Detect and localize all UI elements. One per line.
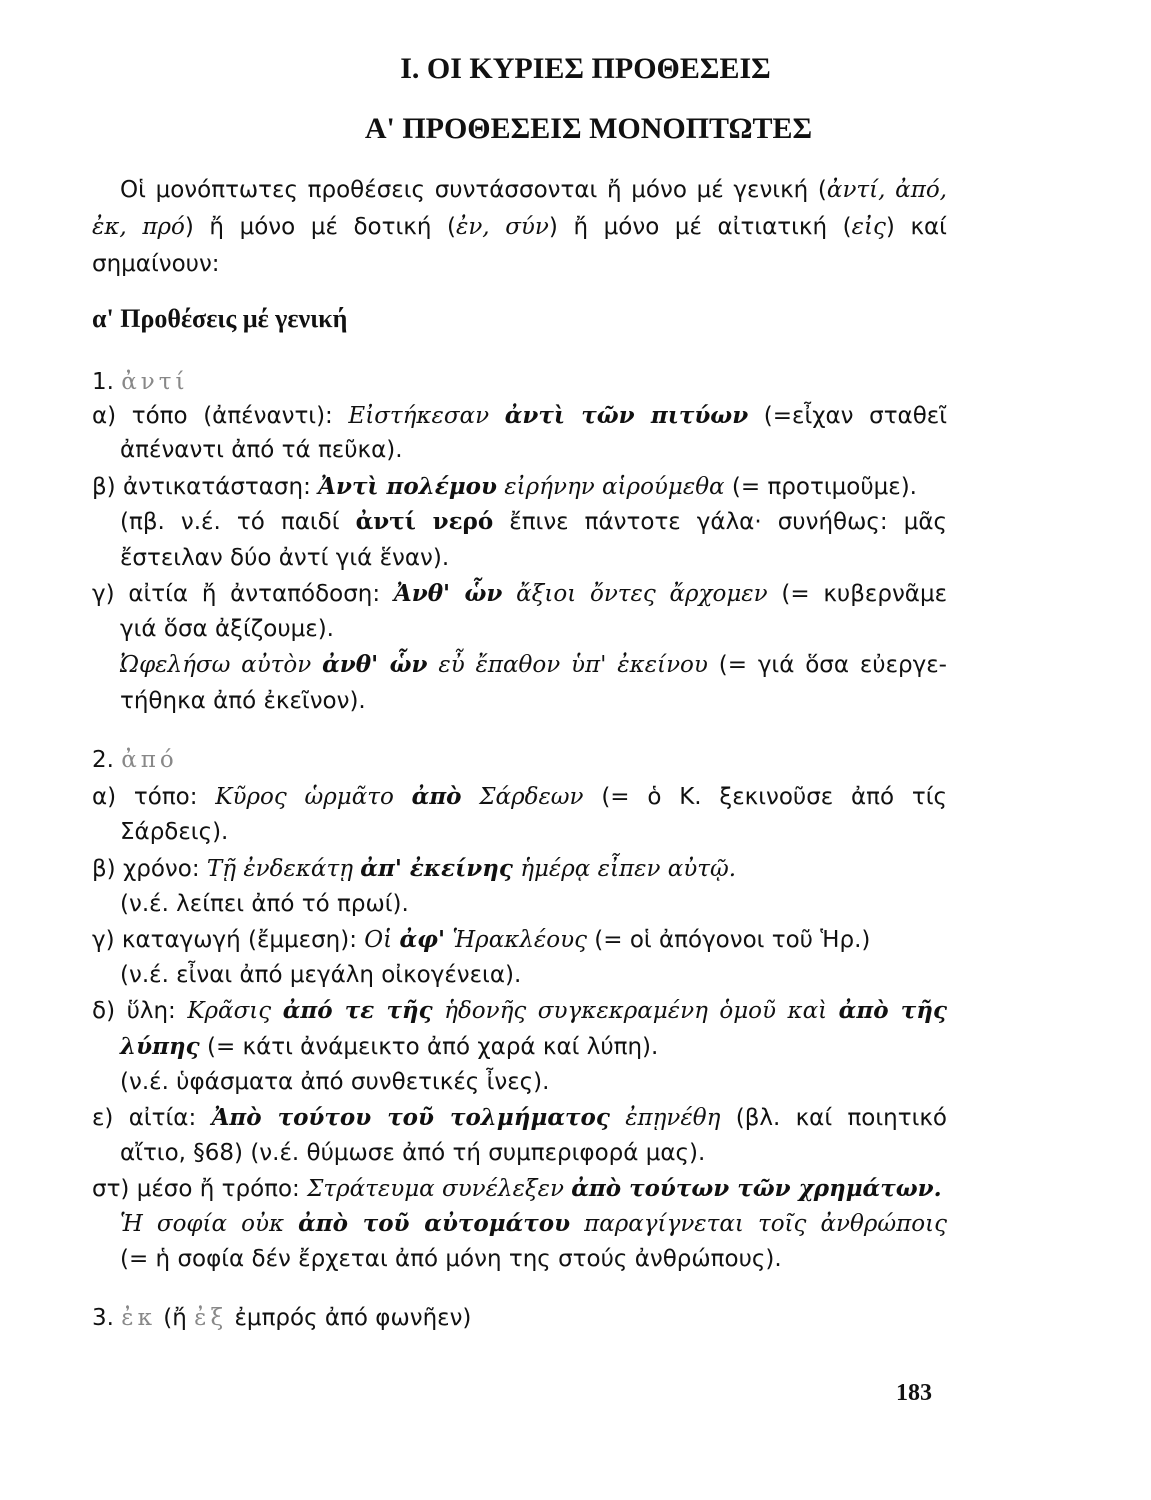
example-italic: ἡδονῆς συγκεκραμένη ὁμοῦ καὶ	[432, 998, 839, 1024]
sense-label: δ) ὕλη:	[92, 998, 188, 1024]
entry-note: ἐμπρός ἀπό φωνῆεν)	[227, 1305, 472, 1331]
entry-lemma-variant: ἐξ	[194, 1305, 228, 1331]
apo-f-line1	[92, 1175, 947, 1203]
entry-number: 2.	[92, 747, 114, 773]
example-bold: ἀπό τε τῆς	[282, 997, 433, 1024]
example-bold: ἀπὸ τοῦ αὐτομάτου	[298, 1210, 571, 1237]
apo-e-line1	[92, 1104, 947, 1132]
apo-d-line2	[120, 1033, 947, 1061]
note-text: (πβ. ν.έ. τό παιδί	[120, 509, 356, 535]
example-italic: Στράτευμα συνέλεξεν	[307, 1176, 572, 1202]
intro-text: ) ἤ μόνο μέ δοτική (	[184, 214, 456, 240]
intro-text: ) καί σημαίνουν:	[92, 214, 947, 277]
anti-c-line2: γιά ὅσα ἀξίζουμε).	[120, 616, 334, 642]
example-bold: ἀνθ' ὧν	[322, 651, 428, 678]
anti-a-line2: ἀπέναντι ἀπό τά πεῦκα).	[120, 437, 403, 463]
intro-dative-examples: ἐν, σύν	[455, 214, 549, 240]
entry-heading-anti	[92, 368, 947, 396]
anti-a-line1	[92, 402, 947, 430]
anti-b-line2	[120, 508, 947, 536]
entry-note: (ἤ	[155, 1305, 195, 1331]
apo-f-line2	[120, 1210, 947, 1238]
translation: (= οἱ ἀπόγονοι τοῦ Ἡρ.)	[586, 927, 871, 953]
entry-lemma: ἀπό	[121, 747, 178, 773]
translation: (= προτιμοῦμε).	[724, 474, 917, 500]
translation: (βλ. καί ποιητικό	[720, 1105, 947, 1131]
example-italic: Σάρδεων	[461, 784, 584, 810]
sense-label: στ) μέσο ἤ τρόπο:	[92, 1176, 308, 1202]
translation: (=εἶχαν σταθεῖ	[748, 403, 947, 429]
entry-lemma: ἀντί	[121, 369, 189, 395]
example-bold: ἀφ'	[399, 926, 446, 953]
translation: (= γιά ὅσα εὐεργε-	[707, 652, 947, 678]
example-italic: Τῇ ἐνδεκάτῃ	[206, 856, 361, 882]
example-italic: Ἡ σοφία οὐκ	[120, 1211, 299, 1237]
example-bold: ἀπ' ἐκείνης	[360, 855, 513, 882]
example-italic: ἄξιοι ὄντες ἄρχομεν	[502, 581, 768, 607]
apo-d-line1	[92, 997, 947, 1025]
anti-c-line3	[120, 651, 947, 679]
example-italic: Κῦρος ὡρμᾶτο	[215, 784, 412, 810]
apo-a-line1	[92, 783, 947, 811]
sense-label: ε) αἰτία:	[92, 1105, 212, 1131]
translation: (= κυβερνᾶμε	[767, 581, 948, 607]
example-italic: Οἱ	[364, 927, 400, 953]
entry-number: 3.	[92, 1305, 114, 1331]
intro-genitive-examples: ἀντί, ἀπό, ἐκ, πρό	[92, 177, 947, 240]
apo-b-line2: (ν.έ. λείπει ἀπό τό πρωί).	[120, 891, 409, 917]
anti-c-line4: τήθηκα ἀπό ἐκεῖνον).	[120, 688, 366, 714]
entry-heading-apo	[92, 746, 947, 774]
subsection-title: α' Προθέσεις μέ γενική	[92, 304, 348, 333]
apo-a-line2: Σάρδεις).	[120, 819, 229, 845]
apo-d-line3: (ν.έ. ὑφάσματα ἀπό συνθετικές ἶνες).	[120, 1069, 550, 1095]
sense-label: γ) καταγωγή (ἔμμεση):	[92, 927, 365, 953]
example-bold: Ἀπὸ τούτου τοῦ τολμήματος	[211, 1104, 610, 1131]
entry-heading-ek	[92, 1304, 947, 1332]
sense-label: γ) αἰτία ἤ ἀνταπόδοση:	[92, 581, 394, 607]
anti-c-line1	[92, 580, 947, 608]
intro-accusative-examples: εἰς	[851, 214, 886, 240]
apo-c-line2: (ν.έ. εἶναι ἀπό μεγάλη οἰκογένεια).	[120, 962, 522, 988]
anti-b-line3: ἔστειλαν δύο ἀντί γιά ἕναν).	[120, 545, 450, 571]
example-italic: Κρᾶσις	[187, 998, 283, 1024]
example-italic: Εἰστήκεσαν	[348, 403, 505, 429]
example-bold: ἀπὸ τῆς	[838, 997, 947, 1024]
entry-lemma: ἐκ	[121, 1305, 156, 1331]
example-italic: εὖ ἔπαθον ὑπ' ἐκείνου	[427, 652, 708, 678]
apo-b-line1	[92, 855, 947, 883]
example-italic: Ἡρακλέους	[445, 927, 587, 953]
example-italic: Ὠφελήσω αὐτὸν	[120, 652, 323, 678]
example-italic: ἐπῃνέθη	[609, 1105, 721, 1131]
sense-label: α) τόπο (ἀπέναντι):	[92, 403, 349, 429]
example-bold: λύπης	[120, 1033, 200, 1060]
translation: (= κάτι ἀνάμεικτο ἀπό χαρά καί λύπη).	[199, 1034, 659, 1060]
example-bold: Ἀνθ' ὧν	[393, 580, 503, 607]
anti-b-line1	[92, 473, 947, 501]
example-bold: ἀντὶ τῶν πιτύων	[504, 402, 749, 429]
example-italic: ἡμέρᾳ εἶπεν αὐτῷ.	[512, 856, 737, 882]
example-bold: ἀπὸ	[411, 783, 462, 810]
intro-paragraph	[92, 172, 947, 283]
translation: (= ὁ Κ. ξεκινοῦσε ἀπό τίς	[583, 784, 947, 810]
sense-label: β) ἀντικατάσταση:	[92, 474, 319, 500]
entry-number: 1.	[92, 369, 114, 395]
intro-text: Οἱ μονόπτωτες προθέσεις συντάσσονται ἤ μόνο μέ γενική (	[120, 177, 827, 203]
example-bold: Ἀντὶ πολέμου	[318, 473, 497, 500]
sense-label: β) χρόνο:	[92, 856, 207, 882]
apo-f-line3: (= ἡ σοφία δέν ἔρχεται ἀπό μόνη της στούς ἀνθρώπους).	[120, 1246, 782, 1272]
note-bold: ἀντί νερό	[355, 508, 494, 535]
apo-c-line1	[92, 926, 947, 954]
page-number: 183	[896, 1380, 932, 1406]
apo-e-line2: αἴτιο, §68) (ν.έ. θύμωσε ἀπό τή συμπεριφορά μας).	[120, 1140, 706, 1166]
example-italic: εἰρήνην αἱρούμεθα	[496, 474, 725, 500]
example-italic: παραγίγνεται τοῖς ἀνθρώποις	[570, 1211, 947, 1237]
example-bold: ἀπὸ τούτων τῶν χρημάτων.	[571, 1175, 942, 1202]
chapter-heading: I. ΟΙ ΚΥΡΙΕΣ ΠΡΟΘΕΣΕΙΣ	[400, 52, 771, 85]
intro-text: ) ἤ μόνο μέ αἰτιατική (	[548, 214, 852, 240]
note-text: ἔπινε πάντοτε γάλα· συνήθως: μᾶς	[493, 509, 947, 535]
sense-label: α) τόπο:	[92, 784, 216, 810]
section-heading: Α' ΠΡΟΘΕΣΕΙΣ ΜΟΝΟΠΤΩΤΕΣ	[364, 112, 813, 145]
